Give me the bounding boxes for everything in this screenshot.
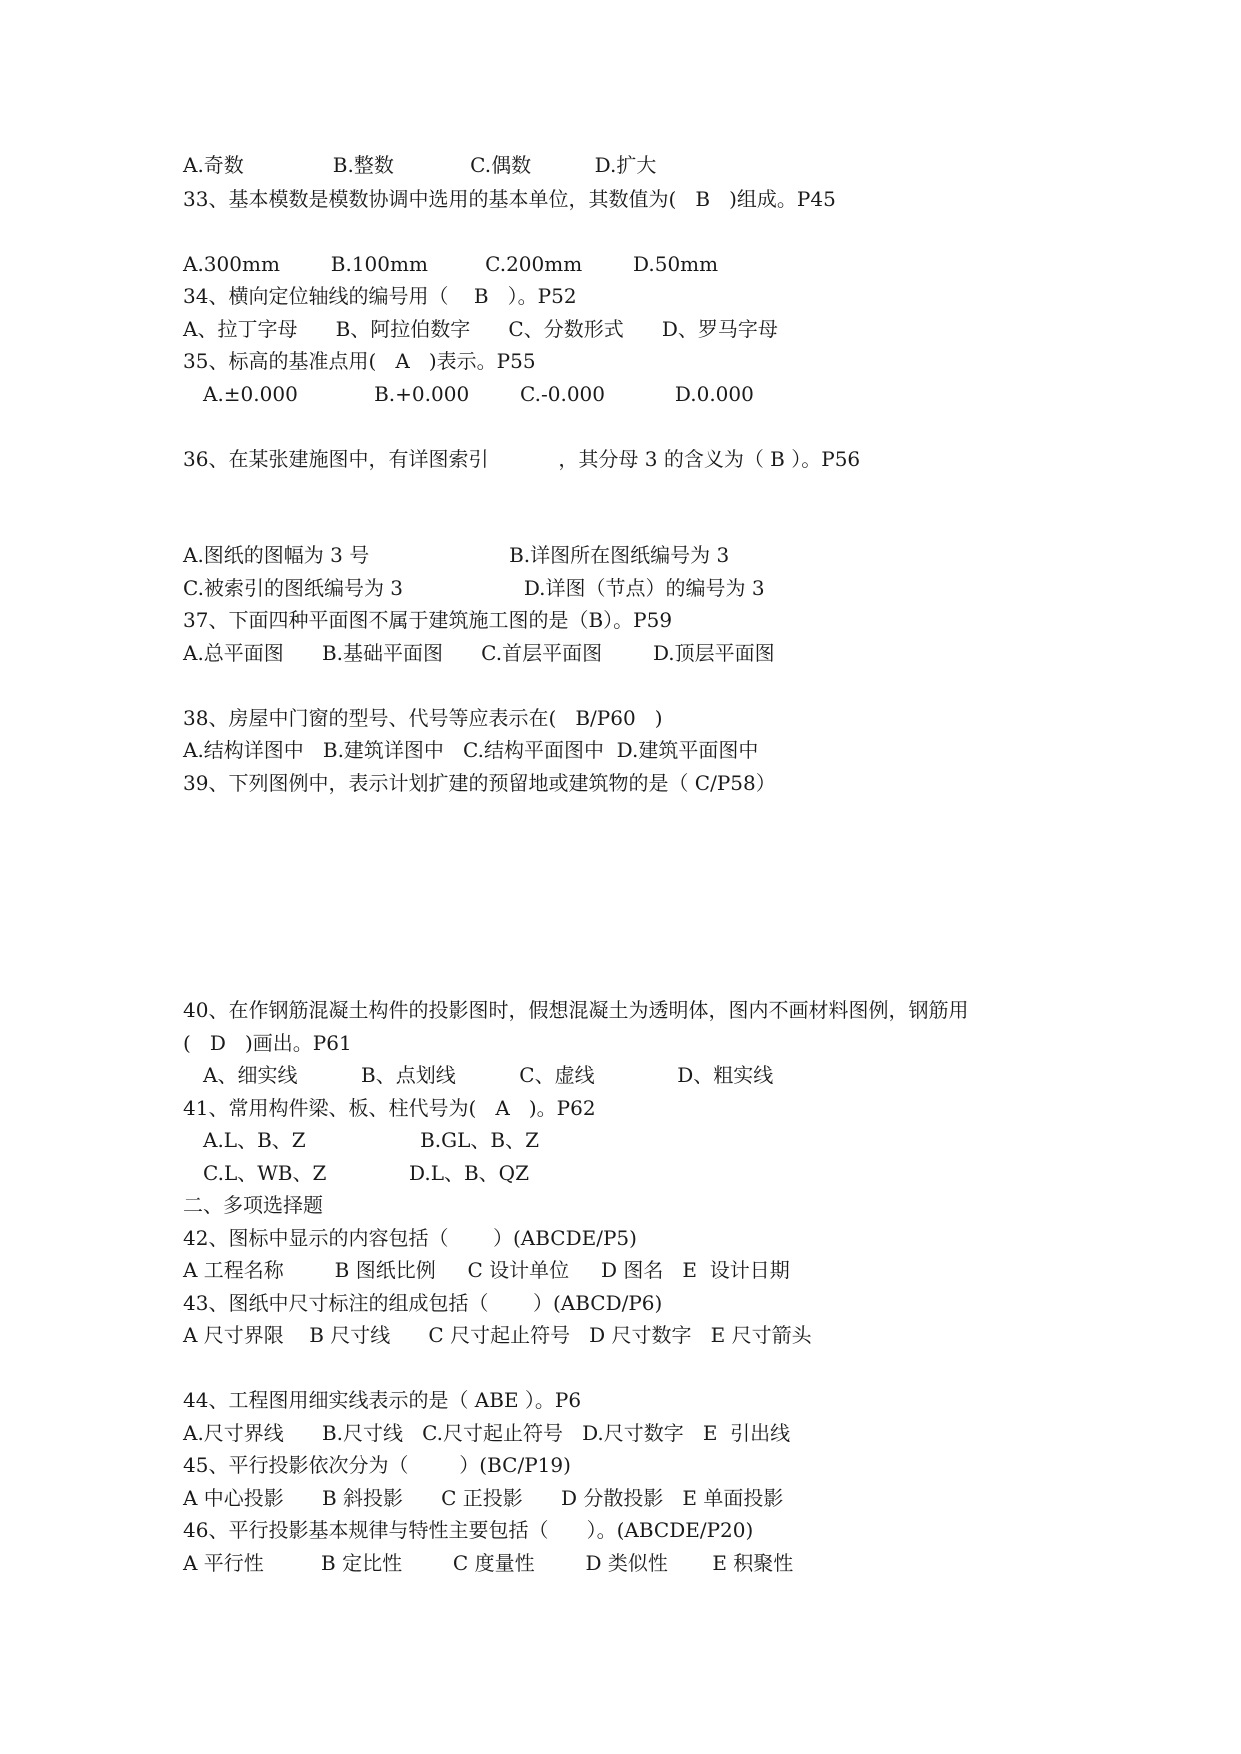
- q35-options: A.±0.000 B.+0.000 C.-0.000 D.0.000: [203, 382, 754, 406]
- q35-question: 35、标高的基准点用( A )表示。P55: [183, 349, 536, 373]
- q40-options: A、细实线 B、点划线 C、虚线 D、粗实线: [203, 1063, 774, 1087]
- q33-question: 33、基本模数是模数协调中选用的基本单位，其数值为( B )组成。P45: [183, 187, 836, 211]
- q39-question: 39、下列图例中，表示计划扩建的预留地或建筑物的是（ C/P58）: [183, 771, 776, 795]
- q46-question: 46、平行投影基本规律与特性主要包括（ ）。(ABCDE/P20): [183, 1518, 754, 1542]
- q44-question: 44、工程图用细实线表示的是（ ABE ）。P6: [183, 1388, 582, 1412]
- q36-options-ab: A.图纸的图幅为 3 号 B.详图所在图纸编号为 3: [183, 543, 730, 567]
- q43-question: 43、图纸中尺寸标注的组成包括（ ）(ABCD/P6): [183, 1291, 663, 1315]
- q37-options: A.总平面图 B.基础平面图 C.首层平面图 D.顶层平面图: [183, 641, 775, 665]
- q41-options-cd: C.L、WB、Z D.L、B、QZ: [203, 1161, 529, 1185]
- q42-question: 42、图标中显示的内容包括（ ）(ABCDE/P5): [183, 1226, 637, 1250]
- q33-options: A.300mm B.100mm C.200mm D.50mm: [183, 252, 719, 276]
- q36-options-cd: C.被索引的图纸编号为 3 D.详图（节点）的编号为 3: [183, 576, 765, 600]
- section-heading: 二、多项选择题: [183, 1193, 323, 1217]
- q37-question: 37、下面四种平面图不属于建筑施工图的是（B）。P59: [183, 608, 673, 632]
- q41-options-ab: A.L、B、Z B.GL、B、Z: [203, 1128, 540, 1152]
- q42-options: A 工程名称 B 图纸比例 C 设计单位 D 图名 E 设计日期: [183, 1258, 790, 1282]
- q43-options: A 尺寸界限 B 尺寸线 C 尺寸起止符号 D 尺寸数字 E 尺寸箭头: [183, 1323, 812, 1347]
- q45-options: A 中心投影 B 斜投影 C 正投影 D 分散投影 E 单面投影: [183, 1486, 784, 1510]
- q38-question: 38、房屋中门窗的型号、代号等应表示在( B/P60 ): [183, 706, 663, 730]
- q34-options: A、拉丁字母 B、阿拉伯数字 C、分数形式 D、罗马字母: [183, 317, 778, 341]
- q44-options: A.尺寸界线 B.尺寸线 C.尺寸起止符号 D.尺寸数字 E 引出线: [183, 1421, 791, 1445]
- q34-question: 34、横向定位轴线的编号用（ B ）。P52: [183, 284, 577, 308]
- q40-question: 40、在作钢筋混凝土构件的投影图时，假想混凝土为透明体，图内不画材料图例，钢筋用: [183, 998, 969, 1022]
- q40-question-cont: ( D )画出。P61: [183, 1031, 352, 1055]
- q46-options: A 平行性 B 定比性 C 度量性 D 类似性 E 积聚性: [183, 1551, 794, 1575]
- q41-question: 41、常用构件梁、板、柱代号为( A )。P62: [183, 1096, 596, 1120]
- q45-question: 45、平行投影依次分为（ ）(BC/P19): [183, 1453, 571, 1477]
- q36-question: 36、在某张建施图中，有详图索引 ，其分母 3 的含义为（ B ）。P56: [183, 447, 861, 471]
- q32-options: A.奇数 B.整数 C.偶数 D.扩大: [183, 153, 657, 177]
- q38-options: A.结构详图中 B.建筑详图中 C.结构平面图中 D.建筑平面图中: [183, 738, 759, 762]
